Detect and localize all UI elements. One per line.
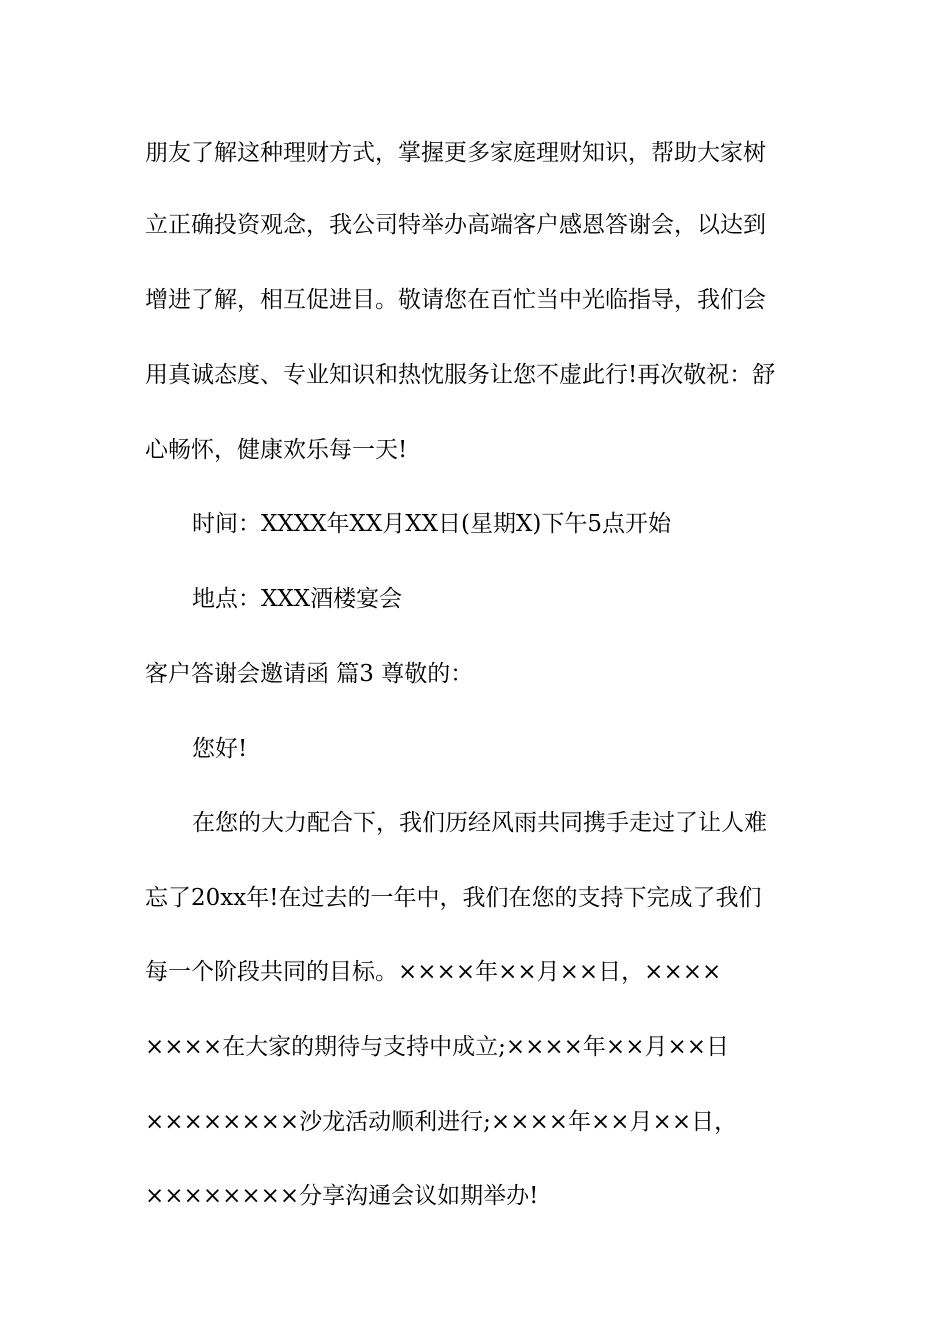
paragraph-line: ××××××××沙龙活动顺利进行;××××年××月××日，: [145, 1109, 738, 1135]
paragraph-line: 忘了20xx年!在过去的一年中，我们在您的支持下完成了我们: [145, 885, 762, 911]
section-heading-line: 客户答谢会邀请函 篇3 尊敬的：: [145, 661, 474, 687]
paragraph-line: 心畅怀，健康欢乐每一天!: [145, 437, 408, 463]
paragraph-line: 用真诚态度、专业知识和热忱服务让您不虚此行!再次敬祝：舒: [145, 362, 776, 388]
event-time-line: 时间：XXXX年XX月XX日(星期X)下午5点开始: [192, 511, 671, 537]
paragraph-line: 朋友了解这种理财方式，掌握更多家庭理财知识，帮助大家树: [145, 140, 766, 166]
paragraph-line: 每一个阶段共同的目标。××××年××月××日，××××: [145, 959, 722, 985]
greeting-line: 您好!: [192, 736, 248, 762]
paragraph-line: 立正确投资观念，我公司特举办高端客户感恩答谢会，以达到: [145, 212, 766, 238]
paragraph-line: ××××××××分享沟通会议如期举办!: [145, 1183, 539, 1209]
paragraph-line: 增进了解，相互促进目。敬请您在百忙当中光临指导，我们会: [145, 287, 766, 313]
paragraph-line: 在您的大力配合下，我们历经风雨共同携手走过了让人难: [192, 810, 767, 836]
paragraph-line: ××××在大家的期待与支持中成立;××××年××月××日: [145, 1034, 730, 1060]
event-location-line: 地点：XXX酒楼宴会: [192, 586, 403, 612]
